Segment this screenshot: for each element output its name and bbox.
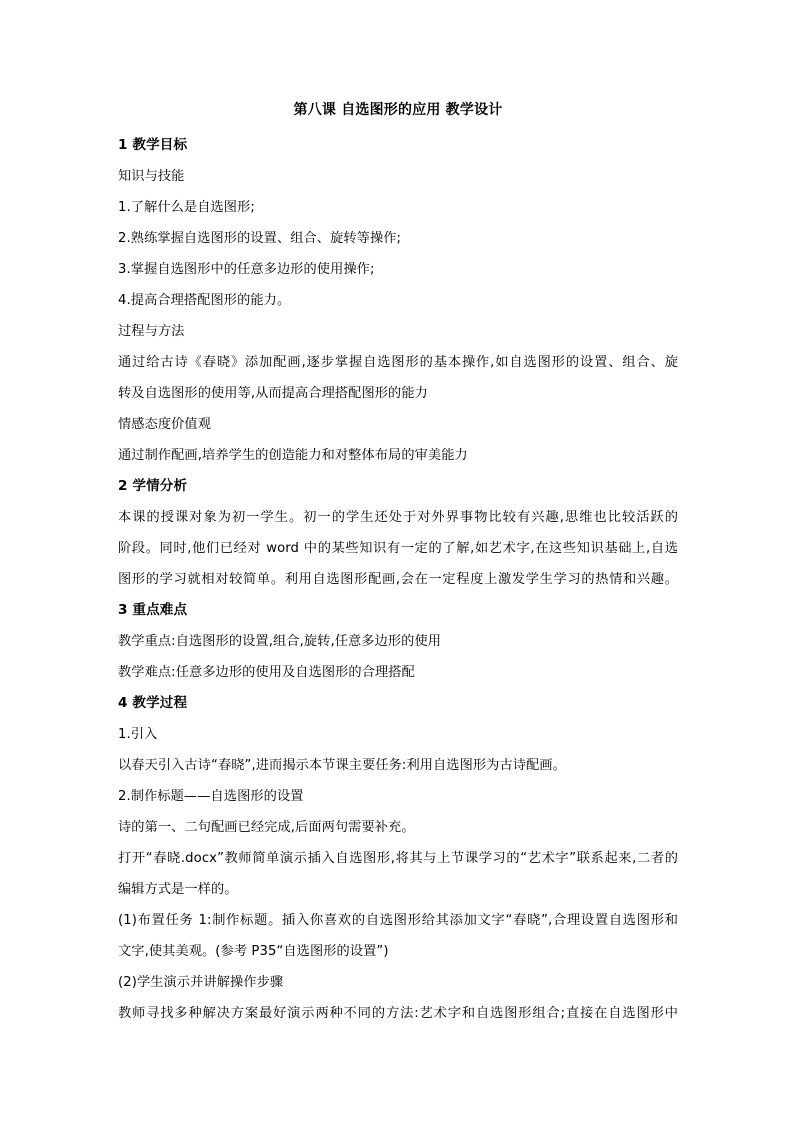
paragraph-line: 通过制作配画,培养学生的创造能力和对整体布局的审美能力 [118, 448, 468, 463]
document-title: 第八课 自选图形的应用 教学设计 [293, 102, 503, 118]
paragraph-line: (2)学生演示并讲解操作步骤 [118, 975, 284, 990]
paragraph-line: 本课的授课对象为初一学生。初一的学生还处于对外界事物比较有兴趣,思维也比较活跃的 [118, 510, 678, 525]
paragraph-line: 阶段。同时,他们已经对 word 中的某些知识有一定的了解,如艺术字,在这些知识基础上,自选 [118, 541, 678, 556]
paragraph-line: 图形的学习就相对较简单。利用自选图形配画,会在一定程度上激发学生学习的热情和兴趣。 [118, 572, 678, 587]
paragraph-line: 3.掌握自选图形中的任意多边形的使用操作; [118, 262, 375, 277]
paragraph-line: 1.了解什么是自选图形; [118, 200, 255, 215]
paragraph-line: 情感态度价值观 [118, 417, 212, 432]
paragraph-line: 过程与方法 [118, 324, 185, 339]
section-heading: 4 教学过程 [118, 695, 188, 711]
paragraph-line: 教学难点:任意多边形的使用及自选图形的合理搭配 [118, 665, 415, 680]
paragraph-line: (1)布置任务 1:制作标题。插入你喜欢的自选图形给其添加文字“春晓”,合理设置自选图形和 [118, 913, 678, 928]
paragraph-line: 通过给古诗《春晓》添加配画,逐步掌握自选图形的基本操作,如自选图形的设置、组合、旋 [118, 355, 678, 370]
paragraph-line: 以春天引入古诗“春晓”,进而揭示本节课主要任务:利用自选图形为古诗配画。 [118, 758, 566, 773]
paragraph-line: 教学重点:自选图形的设置,组合,旋转,任意多边形的使用 [118, 634, 442, 649]
paragraph-line: 1.引入 [118, 727, 158, 742]
section-heading: 2 学情分析 [118, 478, 188, 494]
paragraph-line: 转及自选图形的使用等,从而提高合理搭配图形的能力 [118, 386, 428, 401]
paragraph-line: 打开“春晓.docx”教师简单演示插入自选图形,将其与上节课学习的“艺术字”联系起来,二者的 [118, 851, 678, 866]
section-heading: 3 重点难点 [118, 602, 188, 618]
paragraph-line: 2.熟练掌握自选图形的设置、组合、旋转等操作; [118, 231, 402, 246]
paragraph-line: 知识与技能 [118, 169, 185, 184]
paragraph-line: 2.制作标题——自选图形的设置 [118, 789, 304, 804]
paragraph-line: 教师寻找多种解决方案最好演示两种不同的方法:艺术字和自选图形组合;直接在自选图形中 [118, 1006, 678, 1021]
document-page [118, 100, 678, 1029]
section-heading: 1 教学目标 [118, 137, 188, 153]
paragraph-line: 4.提高合理搭配图形的能力。 [118, 293, 291, 308]
paragraph-line: 文字,使其美观。(参考 P35“自选图形的设置”) [118, 944, 389, 959]
paragraph-line: 诗的第一、二句配画已经完成,后面两句需要补充。 [118, 820, 415, 835]
paragraph-line: 编辑方式是一样的。 [118, 882, 238, 897]
document-body [118, 130, 678, 1029]
